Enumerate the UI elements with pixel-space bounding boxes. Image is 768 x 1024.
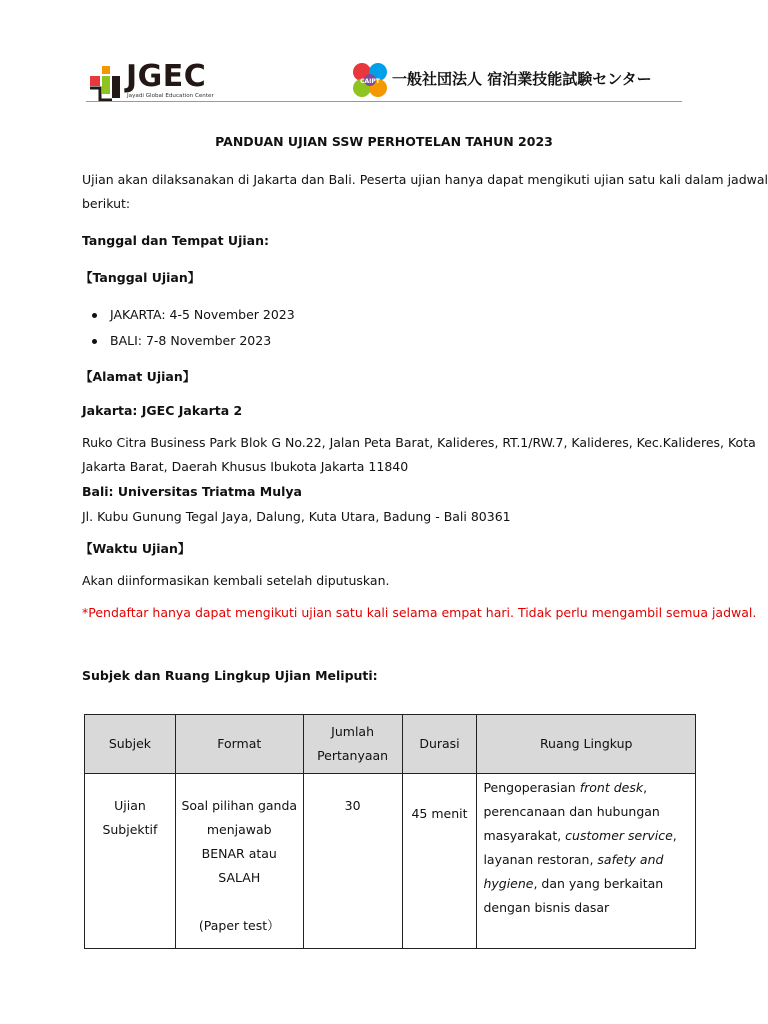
scope-text-2: , perencanaan dan hubungan masyarakat, bbox=[483, 780, 660, 843]
exam-subjects-table bbox=[84, 714, 696, 949]
header-subject: Subjek bbox=[85, 715, 176, 774]
header-divider bbox=[86, 101, 682, 102]
format-line-3: (Paper test） bbox=[198, 918, 280, 933]
format-line-2: BENAR atau SALAH bbox=[201, 846, 277, 885]
intro-text-continued: berikut: bbox=[82, 196, 131, 211]
caipt-logo-text: CAIPT bbox=[360, 78, 380, 85]
cell-scope bbox=[477, 774, 696, 949]
jakarta-address-line-2: Jakarta Barat, Daerah Khusus Ibukota Jakarta 11840 bbox=[82, 459, 409, 474]
cell-duration: 45 menit bbox=[402, 774, 477, 949]
list-item: JAKARTA: 4-5 November 2023 bbox=[86, 302, 295, 328]
jgec-logo bbox=[86, 58, 226, 102]
scope-customer-service: customer service bbox=[565, 828, 673, 843]
exam-time-label: 【Waktu Ujian】 bbox=[80, 541, 191, 556]
scope-text-3: , layanan restoran, bbox=[483, 828, 677, 867]
scope-text-4: , dan yang berkaitan dengan bisnis dasar bbox=[483, 876, 664, 915]
format-line-1: Soal pilihan ganda menjawab bbox=[181, 798, 298, 837]
header-question-count: Jumlah Pertanyaan bbox=[303, 715, 402, 774]
table-header-row bbox=[85, 715, 696, 774]
dates-places-heading: Tanggal dan Tempat Ujian: bbox=[82, 233, 269, 248]
document-title: PANDUAN UJIAN SSW PERHOTELAN TAHUN 2023 bbox=[215, 134, 553, 149]
header-duration: Durasi bbox=[402, 715, 477, 774]
exam-time-text: Akan diinformasikan kembali setelah diputuskan. bbox=[82, 573, 390, 588]
jakarta-address-line-1: Ruko Citra Business Park Blok G No.22, Jalan Peta Barat, Kalideres, RT.1/RW.7, Kalideres, Kec.Kalideres, Kota bbox=[82, 435, 756, 450]
subjects-heading: Subjek dan Ruang Lingkup Ujian Meliputi: bbox=[82, 668, 378, 683]
caipt-organization-name: 一般社団法人 宿泊業技能試験センター bbox=[392, 70, 652, 88]
jgec-logo-subtitle: Jayadi Global Education Center bbox=[127, 93, 214, 99]
cell-format bbox=[175, 774, 303, 949]
caipt-logo-icon bbox=[350, 62, 390, 98]
cell-question-count: 30 bbox=[303, 774, 402, 949]
intro-text: Ujian akan dilaksanakan di Jakarta dan Bali. Peserta ujian hanya dapat mengikuti ujian satu kali dalam jadwal bbox=[82, 172, 768, 187]
bali-address: Jl. Kubu Gunung Tegal Jaya, Dalung, Kuta Utara, Badung - Bali 80361 bbox=[82, 509, 511, 524]
header-scope: Ruang Lingkup bbox=[477, 715, 696, 774]
scope-front-desk: front desk bbox=[579, 780, 644, 795]
list-item: BALI: 7-8 November 2023 bbox=[86, 328, 295, 354]
header-format: Format bbox=[175, 715, 303, 774]
jgec-logo-text: JGEC bbox=[126, 59, 207, 94]
bali-venue: Bali: Universitas Triatma Mulya bbox=[82, 484, 302, 499]
exam-dates-list bbox=[86, 302, 295, 354]
cell-subject: Ujian Subjektif bbox=[85, 774, 176, 949]
exam-dates-label: 【Tanggal Ujian】 bbox=[80, 270, 201, 285]
jgec-mark-icon bbox=[88, 64, 124, 102]
table-row bbox=[85, 774, 696, 949]
registration-note: *Pendaftar hanya dapat mengikuti ujian satu kali selama empat hari. Tidak perlu mengambil semua jadwal. bbox=[82, 605, 757, 620]
page-header bbox=[86, 58, 682, 102]
scope-text-1: Pengoperasian bbox=[483, 780, 580, 795]
exam-address-label: 【Alamat Ujian】 bbox=[80, 369, 196, 384]
scope-safety-hygiene: safety and hygiene bbox=[483, 852, 664, 891]
jakarta-venue: Jakarta: JGEC Jakarta 2 bbox=[82, 403, 243, 418]
